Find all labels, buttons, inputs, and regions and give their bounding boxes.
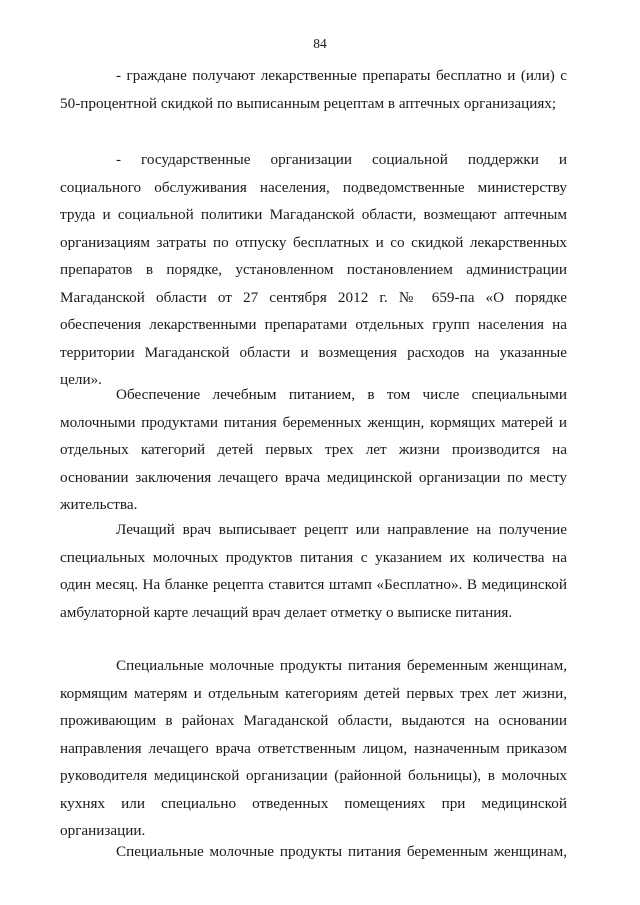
- paragraph-1: [60, 62, 567, 117]
- paragraph-5-first-line: Специальные молочные продукты питания беременным женщинам,: [116, 657, 567, 674]
- paragraph-1-first-line: - граждане получают лекарственные препараты бесплатно и (или) с: [116, 67, 567, 84]
- paragraph-5-continuation: кормящим матерям и отдельным категориям детей первых трех лет жизни, проживающим в районах Магаданской области, выдаются на основании направления лечащего врача ответственным лицом, назначенным приказом руководителя медицинской организации (районной больницы), в молочных кухнях или специально отведенных помещениях при медицинской организации.: [60, 684, 567, 839]
- paragraph-5: [60, 652, 567, 845]
- paragraph-6: [116, 838, 567, 866]
- paragraph-2-continuation: социального обслуживания населения, подведомственные министерству труда и социальной политики Магаданской области, возмещают аптечным организациям затраты по отпуску бесплатных и со скидкой лекарственных препаратов в порядке, установленном постановлением администрации Магаданской области от 27 сентября 2012 г. № 659-па «О порядке обеспечения лекарственными препаратами отдельных групп населения на территории Магаданской области и возмещения расходов на указанные цели».: [60, 178, 567, 388]
- paragraph-4-first-line: Лечащий врач выписывает рецепт или направление на получение: [116, 521, 567, 538]
- paragraph-1-continuation: 50-процентной скидкой по выписанным рецептам в аптечных организациях;: [60, 94, 557, 112]
- paragraph-3-first-line: Обеспечение лечебным питанием, в том числе специальными: [116, 386, 567, 403]
- paragraph-2-first-line: - государственные организации социальной поддержки и: [116, 151, 567, 168]
- paragraph-4: [60, 516, 567, 626]
- paragraph-3: [60, 381, 567, 519]
- paragraph-6-first-line: Специальные молочные продукты питания беременным женщинам,: [116, 843, 567, 860]
- paragraph-3-continuation: молочными продуктами питания беременных женщин, кормящих матерей и отдельных категорий детей первых трех лет жизни производится на основании заключения лечащего врача медицинской организации по месту жительства.: [60, 413, 567, 513]
- paragraph-2: [60, 146, 567, 394]
- paragraph-4-continuation: специальных молочных продуктов питания с указанием их количества на один месяц. На бланке рецепта ставится штамп «Бесплатно». В медицинской амбулаторной карте лечащий врач делает отметку о выписке питания.: [60, 548, 567, 621]
- page-number: 84: [313, 36, 327, 51]
